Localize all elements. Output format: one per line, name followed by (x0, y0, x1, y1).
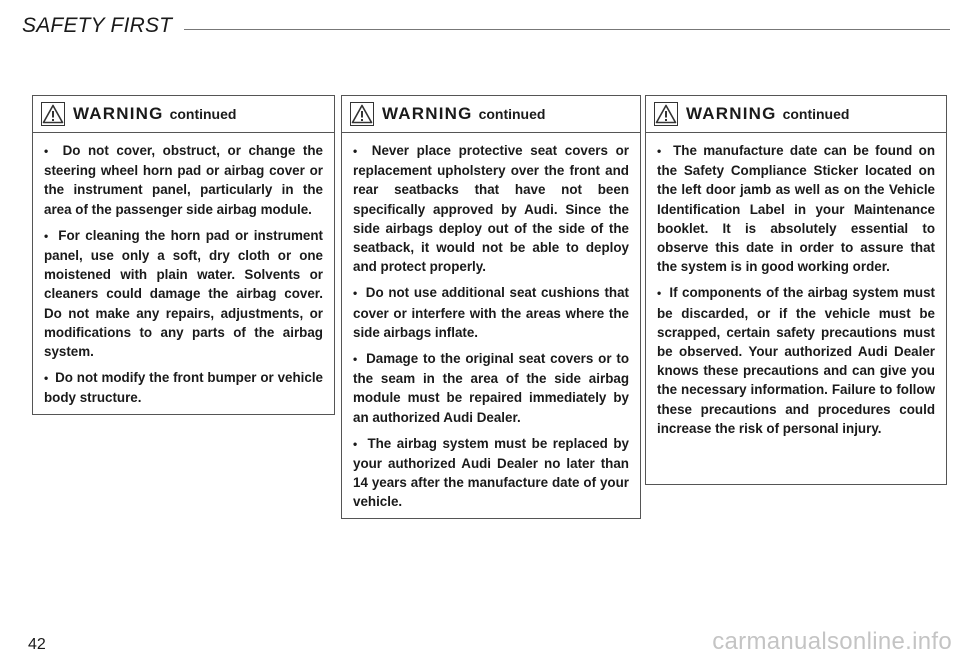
warning-header (646, 96, 946, 133)
warning-item: • The airbag system must be replaced by your authorized Audi Dealer no later than 14 years after the manufacture date of your vehicle. (353, 434, 629, 512)
warning-item: • For cleaning the horn pad or instrument panel, use only a soft, dry cloth or one moistened with plain water. Solvents or cleaners could damage the airbag cover. Do not make any repairs, adjustments, or modifications to any parts of the airbag system. (44, 226, 323, 361)
warning-body (342, 133, 640, 525)
warning-item: • Do not modify the front bumper or vehicle body structure. (44, 368, 323, 407)
warning-body (33, 133, 334, 421)
warning-panel-2 (341, 95, 641, 519)
header-rule (184, 29, 950, 30)
warning-item: • The manufacture date can be found on the Safety Compliance Sticker located on the left door jamb as well as on the Vehicle Identification Label in your Maintenance booklet. It is absolutely essential to observe this date in order to assure that the system is in good working order. (657, 141, 935, 276)
warning-item: • Do not cover, obstruct, or change the steering wheel horn pad or airbag cover or the instrument panel, particularly in the area of the passenger side airbag module. (44, 141, 323, 219)
continued-label: continued (478, 106, 546, 122)
warning-triangle-icon (654, 102, 678, 126)
warning-label: WARNING (382, 104, 473, 123)
warning-triangle-icon (41, 102, 65, 126)
section-title: SAFETY FIRST (22, 14, 173, 37)
warning-header (33, 96, 334, 133)
warning-triangle-icon (350, 102, 374, 126)
continued-label: continued (782, 106, 850, 122)
warning-panel-3 (645, 95, 947, 485)
warning-panel-1 (32, 95, 335, 415)
warning-item: • Do not use additional seat cushions that cover or interfere with the areas where the side airbags inflate. (353, 283, 629, 342)
warning-header (342, 96, 640, 133)
warning-item: • If components of the airbag system must be discarded, or if the vehicle must be scrapped, certain safety precautions must be observed. Your authorized Audi Dealer knows these precautions and can give you the necessary information. Failure to follow these precautions and procedures could increase the risk of personal injury. (657, 283, 935, 438)
warning-item: • Damage to the original seat covers or to the seam in the area of the side airbag module must be repaired immediately by an authorized Audi Dealer. (353, 349, 629, 427)
warning-body (646, 133, 946, 451)
warning-label: WARNING (73, 104, 164, 123)
page-header (22, 10, 950, 50)
page-number: 42 (28, 636, 46, 653)
watermark: carmanualsonline.info (712, 628, 952, 655)
continued-label: continued (169, 106, 237, 122)
warning-label: WARNING (686, 104, 777, 123)
warning-item: • Never place protective seat covers or replacement upholstery over the front and rear seatbacks that have not been specifically approved by Audi. Since the side airbags deploy out of the side of the seatback, it would not be able to deploy and protect properly. (353, 141, 629, 276)
